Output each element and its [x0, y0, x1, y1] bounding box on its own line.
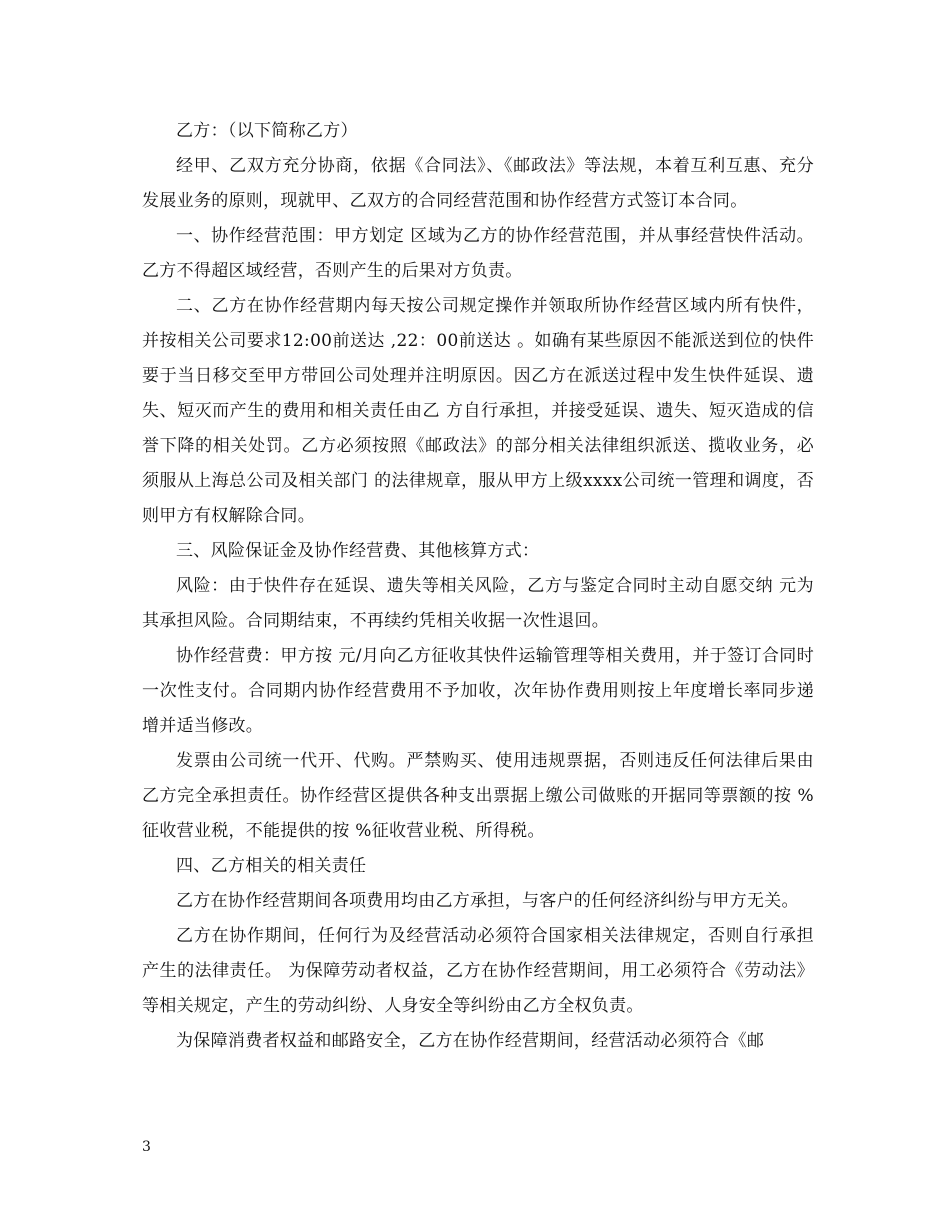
paragraph-invoice: 发票由公司统一代开、代购。严禁购买、使用违规票据，否则违反任何法律后果由乙方完全承担责任。协作经营区提供各种支出票据上缴公司做账的开据同等票额的按 %征收营业税，不能提供的按 %征收营业税、所得税。: [142, 751, 814, 841]
paragraph-party-b: 乙方：（以下简称乙方）: [176, 121, 358, 141]
paragraph-legal-compliance: 乙方在协作期间，任何行为及经营活动必须符合国家相关法律规定，否则自行承担产生的法律责任。 为保障劳动者权益，乙方在协作经营期间，用工必须符合《劳动法》等相关规定，产生的劳动纠纷、人身安全等纠纷由乙方全权负责。: [142, 926, 814, 1016]
section-heading-fees: 三、风险保证金及协作经营费、其他核算方式：: [176, 541, 540, 561]
page-number: 3: [142, 1139, 151, 1155]
paragraph-delivery: 二、乙方在协作经营期内每天按公司规定操作并领取所协作经营区域内所有快件，并按相关公司要求12:00前送达 ,22：00前送达 。如确有某些原因不能派送到位的快件要于当日移交至甲方带回公司处理并注明原因。因乙方在派送过程中发生快件延误、遗失、短灭而产生的费用和相关责任由乙 方自行承担，并接受延误、遗失、短灭造成的信誉下降的相关处罚。乙方必须按照《邮政法》的部分相关法律组织派送、揽收业务，必须服从上海总公司及相关部门 的法律规章，服从甲方上级xxxx公司统一管理和调度，否则甲方有权解除合同。: [142, 296, 814, 526]
section-heading-responsibilities: 四、乙方相关的相关责任: [176, 856, 367, 876]
paragraph-expenses: 乙方在协作经营期间各项费用均由乙方承担，与客户的任何经济纠纷与甲方无关。: [176, 891, 799, 911]
paragraph-risk: 风险：由于快件存在延误、遗失等相关风险，乙方与鉴定合同时主动自愿交纳 元为其承担风险。合同期结束，不再续约凭相关收据一次性退回。: [142, 576, 814, 631]
paragraph-consumer-rights: 为保障消费者权益和邮路安全，乙方在协作经营期间，经营活动必须符合《邮: [176, 1031, 765, 1051]
paragraph-preamble: 经甲、乙双方充分协商，依据《合同法》、《邮政法》等法规，本着互利互惠、充分发展业务的原则，现就甲、乙双方的合同经营范围和协作经营方式签订本合同。: [142, 156, 814, 211]
paragraph-scope: 一、协作经营范围：甲方划定 区域为乙方的协作经营范围，并从事经营快件活动。乙方不得超区域经营，否则产生的后果对方负责。: [142, 226, 814, 281]
document-body: [142, 114, 814, 1059]
paragraph-operating-fee: 协作经营费：甲方按 元/月向乙方征收其快件运输管理等相关费用，并于签订合同时一次性支付。合同期内协作经营费用不予加收，次年协作费用则按上年度增长率同步递增并适当修改。: [142, 646, 814, 736]
